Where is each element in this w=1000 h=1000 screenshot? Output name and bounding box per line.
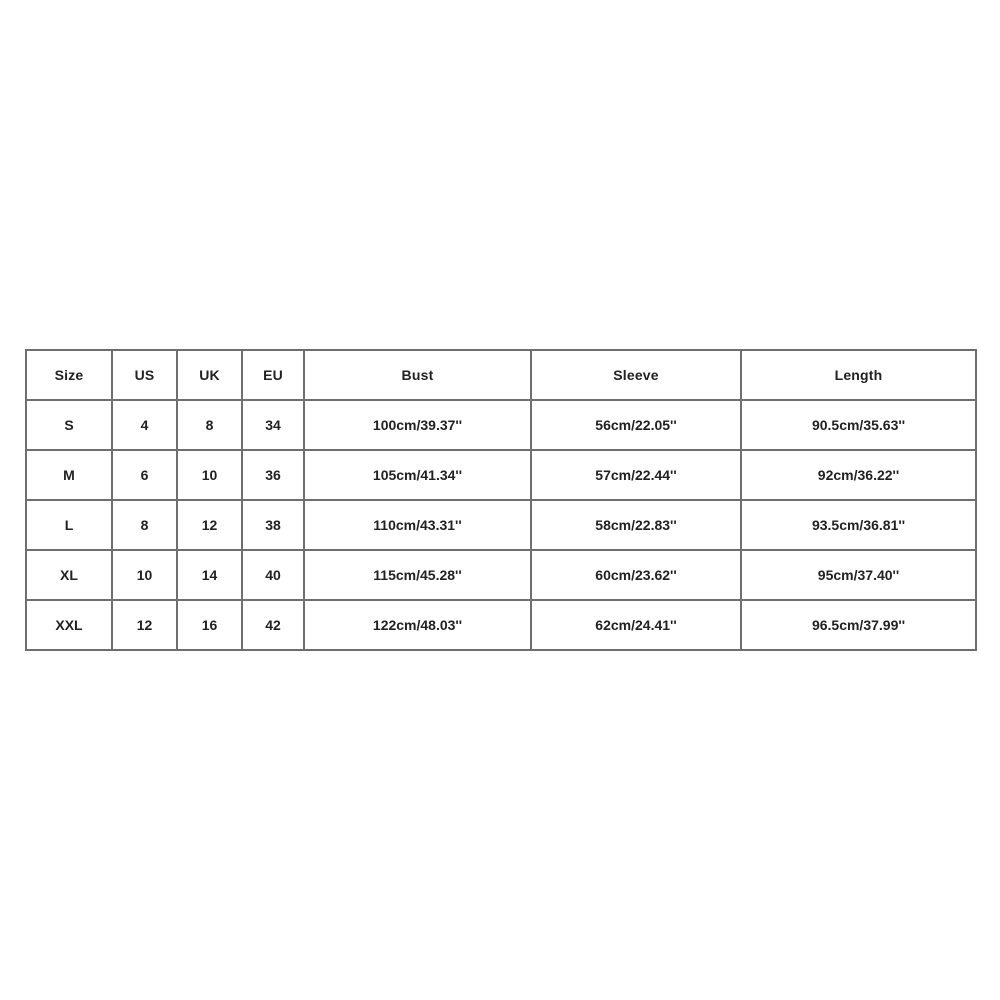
table-row bbox=[26, 400, 976, 450]
length-cell: 93.5cm/36.81'' bbox=[741, 500, 976, 550]
table-header-row bbox=[26, 350, 976, 400]
size-cell: XXL bbox=[26, 600, 112, 650]
uk-cell: 8 bbox=[177, 400, 242, 450]
table-row bbox=[26, 450, 976, 500]
eu-cell: 42 bbox=[242, 600, 304, 650]
column-header-length: Length bbox=[741, 350, 976, 400]
us-cell: 6 bbox=[112, 450, 177, 500]
us-cell: 4 bbox=[112, 400, 177, 450]
size-chart-table bbox=[25, 349, 977, 651]
bust-cell: 122cm/48.03'' bbox=[304, 600, 531, 650]
table-row bbox=[26, 500, 976, 550]
us-cell: 10 bbox=[112, 550, 177, 600]
column-header-eu: EU bbox=[242, 350, 304, 400]
uk-cell: 16 bbox=[177, 600, 242, 650]
sleeve-cell: 58cm/22.83'' bbox=[531, 500, 741, 550]
column-header-us: US bbox=[112, 350, 177, 400]
uk-cell: 12 bbox=[177, 500, 242, 550]
sleeve-cell: 56cm/22.05'' bbox=[531, 400, 741, 450]
length-cell: 96.5cm/37.99'' bbox=[741, 600, 976, 650]
length-cell: 92cm/36.22'' bbox=[741, 450, 976, 500]
us-cell: 12 bbox=[112, 600, 177, 650]
column-header-sleeve: Sleeve bbox=[531, 350, 741, 400]
column-header-uk: UK bbox=[177, 350, 242, 400]
column-header-bust: Bust bbox=[304, 350, 531, 400]
size-cell: L bbox=[26, 500, 112, 550]
eu-cell: 34 bbox=[242, 400, 304, 450]
bust-cell: 115cm/45.28'' bbox=[304, 550, 531, 600]
eu-cell: 40 bbox=[242, 550, 304, 600]
uk-cell: 14 bbox=[177, 550, 242, 600]
bust-cell: 105cm/41.34'' bbox=[304, 450, 531, 500]
length-cell: 95cm/37.40'' bbox=[741, 550, 976, 600]
sleeve-cell: 57cm/22.44'' bbox=[531, 450, 741, 500]
size-cell: M bbox=[26, 450, 112, 500]
size-cell: S bbox=[26, 400, 112, 450]
uk-cell: 10 bbox=[177, 450, 242, 500]
sleeve-cell: 62cm/24.41'' bbox=[531, 600, 741, 650]
length-cell: 90.5cm/35.63'' bbox=[741, 400, 976, 450]
eu-cell: 38 bbox=[242, 500, 304, 550]
table-row bbox=[26, 600, 976, 650]
bust-cell: 110cm/43.31'' bbox=[304, 500, 531, 550]
size-cell: XL bbox=[26, 550, 112, 600]
bust-cell: 100cm/39.37'' bbox=[304, 400, 531, 450]
eu-cell: 36 bbox=[242, 450, 304, 500]
us-cell: 8 bbox=[112, 500, 177, 550]
column-header-size: Size bbox=[26, 350, 112, 400]
table-row bbox=[26, 550, 976, 600]
sleeve-cell: 60cm/23.62'' bbox=[531, 550, 741, 600]
